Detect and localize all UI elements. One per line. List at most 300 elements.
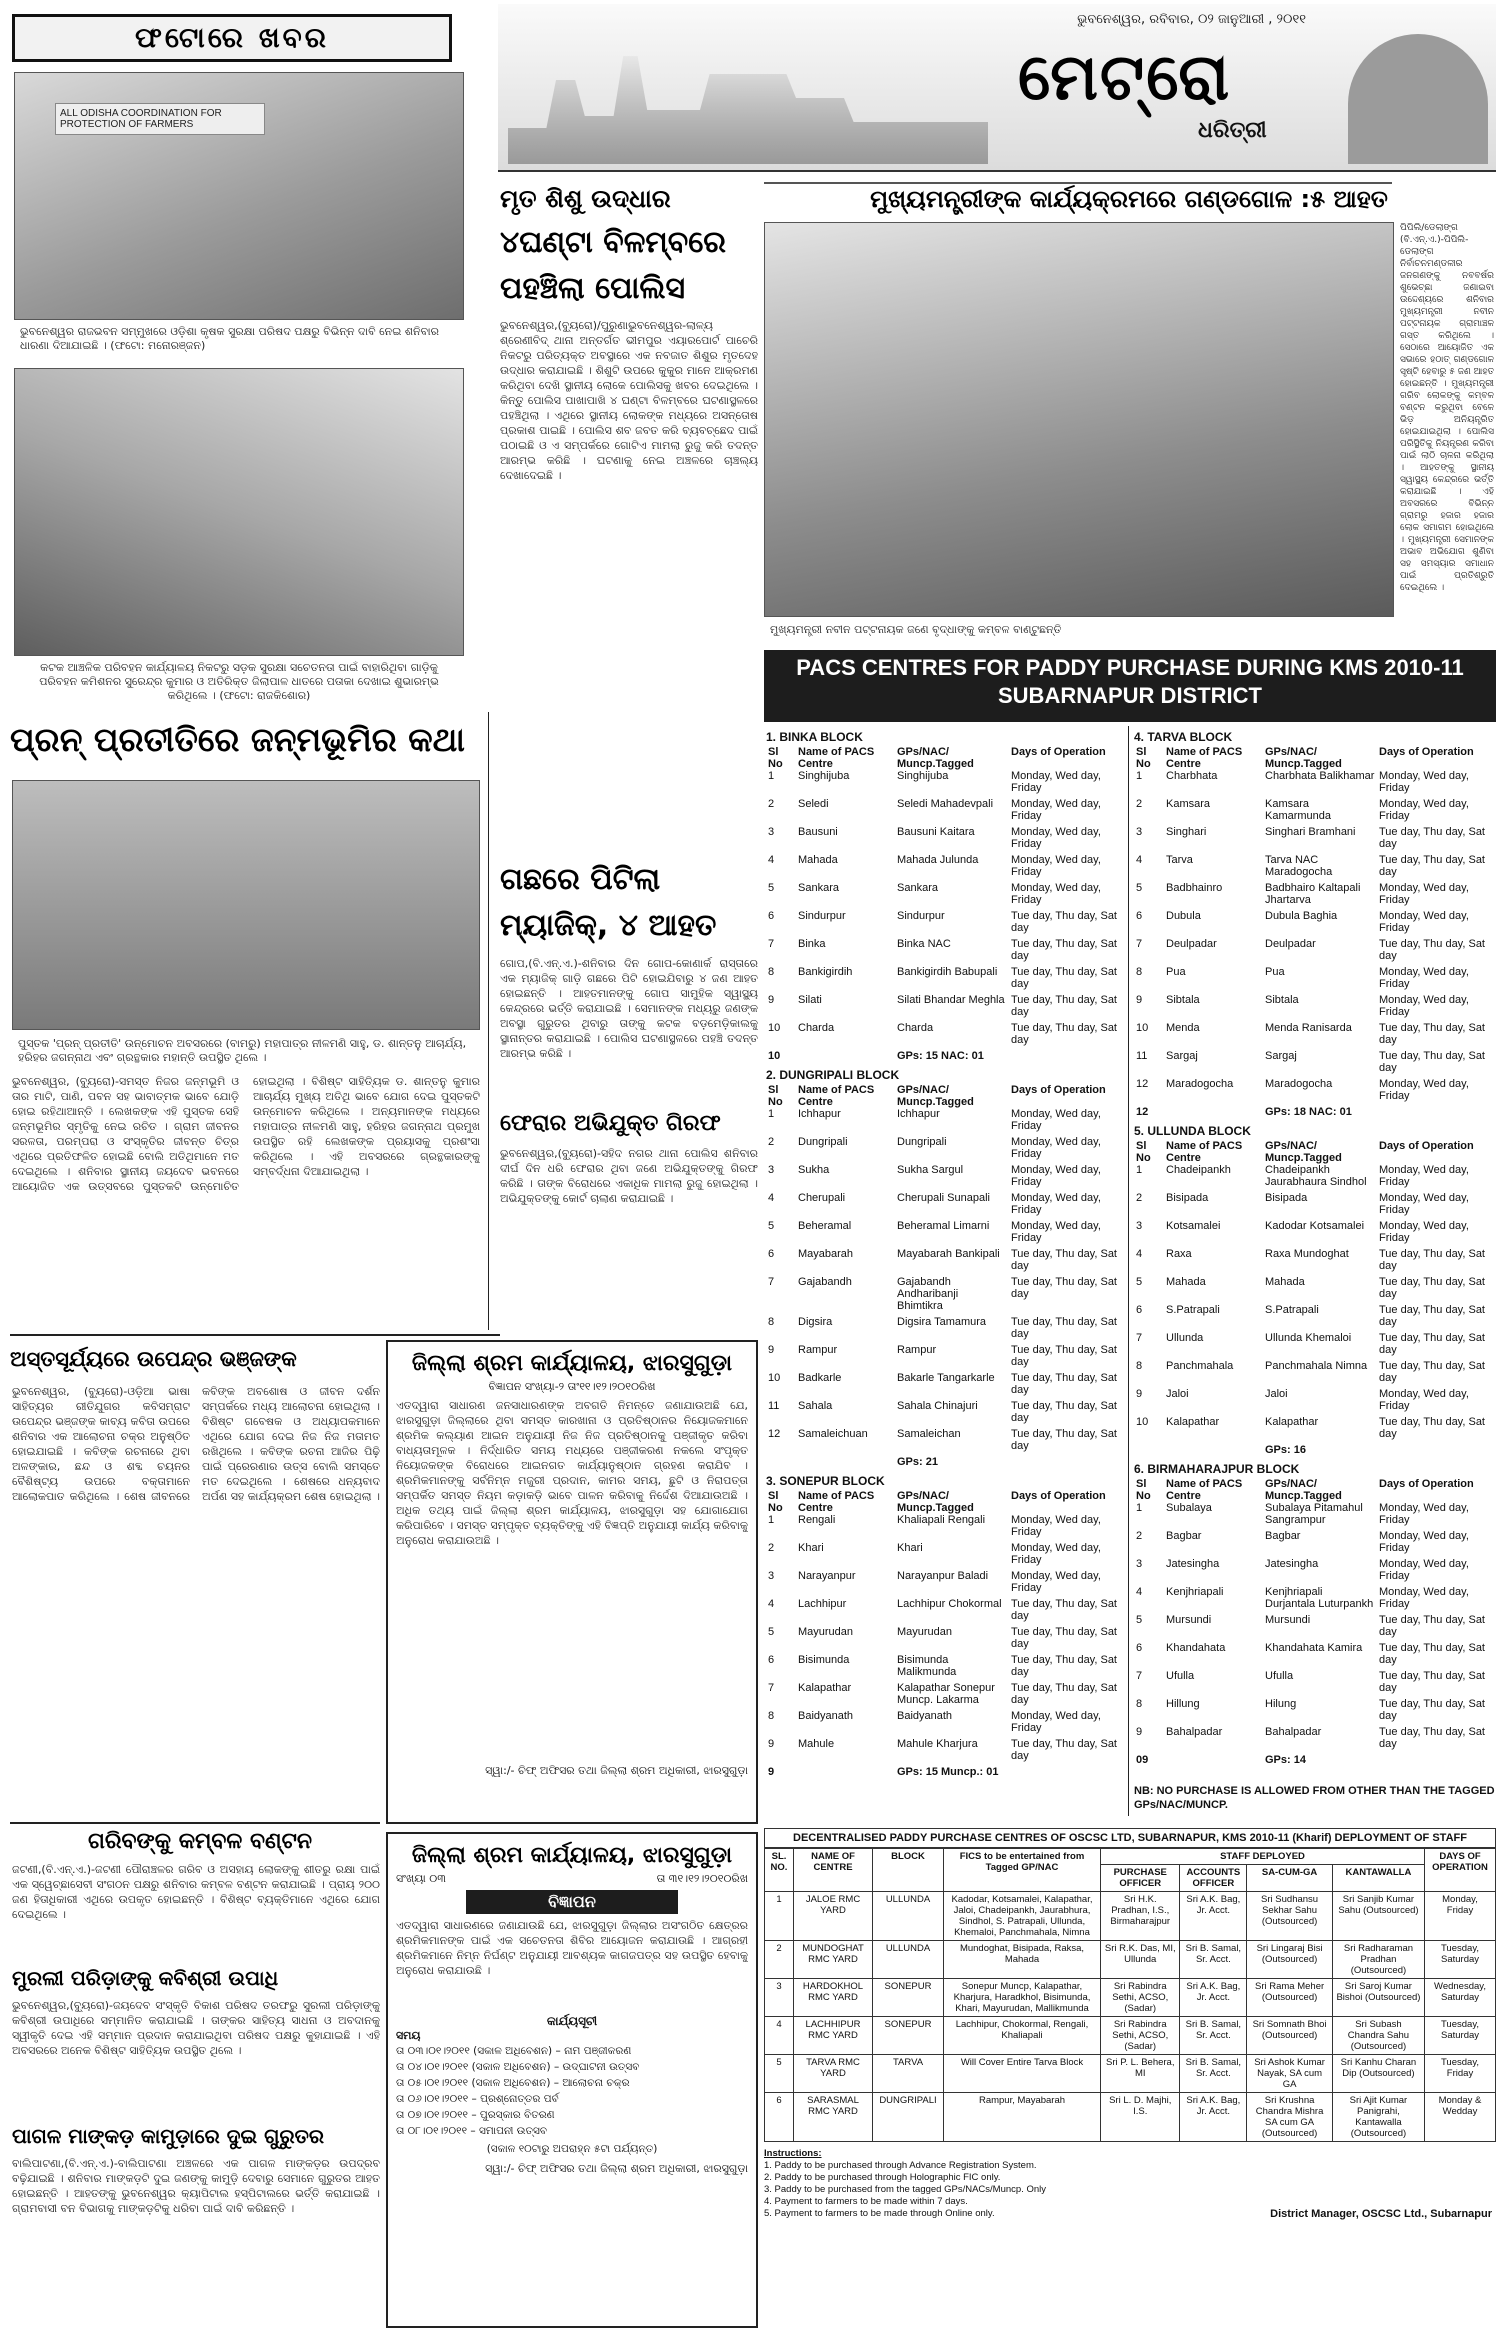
- pacs-cell: 8: [768, 966, 775, 978]
- pacs-cell: Seledi: [798, 798, 829, 810]
- pacs-cell: Kenjhriapali: [1166, 1586, 1224, 1598]
- pacs-row: [1134, 938, 1496, 966]
- story8-body: ବାଲିପାଟଣା,(ବି.ଏନ୍.ଏ.)-ବାଲିପାଟଣା ଅଞ୍ଚଳରେ ଏକ ପାଗଳ ମାଙ୍କଡ଼ର ଉପଦ୍ରବ ବଢ଼ିଯାଇଛି । ଶନିବାର ମାଙ୍କଡ଼ଟି ଦୁଇ ଜଣଙ୍କୁ କାମୁଡ଼ି ଦେବାରୁ ସେମାନେ ଗୁରୁତର ଆହତ ହୋଇଛନ୍ତି । ଆହତଙ୍କୁ ଭୁବନେଶ୍ୱର କ୍ୟାପିଟାଲ ହସ୍ପିଟାଲରେ ଭର୍ତ୍ତି କରାଯାଇଛି । ଗ୍ରାମବାସୀ ବନ ବିଭାଗକୁ ମାଙ୍କଡ଼ଟିକୁ ଧରିବା ପାଇଁ ଦାବି କରିଛନ୍ତି ।: [12, 2157, 380, 2215]
- pacs-left-block-0: [766, 730, 1122, 1066]
- banner-text: ALL ODISHA COORDINATION FOR PROTECTION OF FARMERS: [55, 103, 265, 135]
- pacs-cell: Jatesingha: [1265, 1558, 1319, 1570]
- notice2-schedule-item: ତା ୦୩।୦୧।୨୦୧୧ (ସକାଳ ଅଧିବେଶନ) – ନାମ ପଞ୍ଜୀକରଣ: [396, 2045, 632, 2057]
- col-divider-1: [488, 712, 489, 1330]
- pacs-cell: Beheramal Limarni: [897, 1220, 990, 1232]
- staff-cell: Sri Rabindra Sethi, ACSO, (Sadar): [1101, 1979, 1180, 2017]
- pacs-cell: Kamsara: [1166, 798, 1211, 810]
- pacs-cell: Badbhainro: [1166, 882, 1223, 894]
- pacs-total-count: [1134, 1444, 1164, 1460]
- pacs-cell: 1: [768, 1514, 775, 1526]
- pacs-row: [1134, 854, 1496, 882]
- pacs-block-name: 3. SONEPUR BLOCK: [766, 1474, 885, 1488]
- pacs-cell: Ufulla: [1265, 1670, 1294, 1682]
- cm-photo-main: [764, 222, 1394, 617]
- pacs-cell: Panchmahala Nimna: [1265, 1360, 1368, 1372]
- pacs-row: [766, 1276, 1122, 1316]
- pacs-block-table: [766, 1490, 1122, 1782]
- pacs-cell: Digsira Tamamura: [897, 1316, 987, 1328]
- pacs-cell: 6: [768, 1654, 775, 1666]
- pacs-right-column: [1134, 728, 1496, 1782]
- staff-cell: Sri R.K. Das, MI, Ullunda: [1101, 1941, 1180, 1979]
- pacs-cell: Mayurudan: [798, 1626, 854, 1638]
- pacs-cell: 7: [768, 1682, 775, 1694]
- staff-table: [764, 1848, 1496, 2142]
- pacs-row: [1134, 1614, 1496, 1642]
- pacs-row: [1134, 1360, 1496, 1388]
- pacs-cell: Ichhapur: [897, 1108, 940, 1120]
- pacs-block-name: 2. DUNGRIPALI BLOCK: [766, 1068, 900, 1082]
- staff-cell: Tuesday, Saturday: [1425, 2017, 1496, 2055]
- staff-cell: 5: [765, 2055, 794, 2093]
- pacs-cell: Tue day, Thu day, Sat day: [1011, 1344, 1117, 1368]
- pacs-cell: Sahala Chinajuri: [897, 1400, 978, 1412]
- pacs-col-header: Name of PACS Centre: [798, 746, 875, 770]
- pacs-cell: 2: [1136, 798, 1143, 810]
- staff-cell: Sri Krushna Chandra Mishra SA cum GA (Outsourced): [1247, 2093, 1333, 2142]
- story6-headline: ଗରିବଙ୍କୁ କମ୍ବଳ ବଣ୍ଟନ: [87, 1829, 312, 1854]
- pacs-cell: Tue day, Thu day, Sat day: [1011, 994, 1117, 1018]
- pacs-cell: 9: [1136, 1726, 1143, 1738]
- staff-cell: ULLUNDA: [873, 1892, 944, 1941]
- pacs-total: GPs: 15 NAC: 01: [897, 1050, 984, 1062]
- pacs-cell: Charbhata: [1166, 770, 1218, 782]
- notice2-schedule-item: ତା ୦୪।୦୧।୨୦୧୧ (ସକାଳ ଅଧିବେଶନ) – ଉଦ୍‌ଘାଟନୀ ଉତ୍ସବ: [396, 2061, 640, 2073]
- pacs-cell: 6: [768, 1248, 775, 1260]
- pacs-cell: 10: [1136, 1416, 1149, 1428]
- notice2-time-label: ସମୟ: [396, 2029, 421, 2042]
- pacs-row: [1134, 1388, 1496, 1416]
- story8-headline: ପାଗଳ ମାଙ୍କଡ଼ କାମୁଡ଼ାରେ ଦୁଇ ଗୁରୁତର: [12, 2124, 325, 2148]
- notice2-schedule-item: ତା ୦୮।୦୧।୨୦୧୧ – ସମାପନୀ ଉତ୍ସବ: [396, 2125, 548, 2137]
- staff-instruction: 3. Paddy to be purchased from the tagged GPs/NACs/Muncp. Only: [764, 2184, 1046, 2195]
- pacs-left-block-1: [766, 1068, 1122, 1472]
- staff-row: [765, 2055, 1496, 2093]
- pacs-cell: Bahalpadar: [1265, 1726, 1322, 1738]
- notice1-body: ଏତଦ୍ୱାରା ସାଧାରଣ ଜନସାଧାରଣଙ୍କ ଅବଗତି ନିମନ୍ତେ ଜଣାଯାଉଅଛି ଯେ, ଝାରସୁଗୁଡ଼ା ଜିଲ୍ଲାରେ ଥିବା ସମସ୍ତ କାରଖାନା ଓ ପ୍ରତିଷ୍ଠାନର ନିୟୋଜକମାନେ ଶ୍ରମିକ କଲ୍ୟାଣ ଆଇନ ଅନୁଯାୟୀ ନିଜ ନିଜ ପ୍ରତିଷ୍ଠାନକୁ ପଞ୍ଜୀକୃତ କରିବା ବାଧ୍ୟତାମୂଳକ । ନିର୍ଦ୍ଧାରିତ ସମୟ ମଧ୍ୟରେ ପଞ୍ଜୀକରଣ ନକଲେ ସଂପୃକ୍ତ ନିୟୋଜକଙ୍କ ବିରୋଧରେ ଆଇନଗତ କାର୍ଯ୍ୟାନୁଷ୍ଠାନ ଗ୍ରହଣ କରାଯିବ । ଶ୍ରମିକମାନଙ୍କୁ ସର୍ବନିମ୍ନ ମଜୁରୀ ପ୍ରଦାନ, କାମର ସମୟ, ଛୁଟି ଓ ନିରାପତ୍ତା ସମ୍ପର୍କିତ ସମସ୍ତ ନିୟମ କଡ଼ାକଡ଼ି ଭାବେ ପାଳନ କରିବାକୁ ନିର୍ଦ୍ଦେଶ ଦିଆଯାଉଅଛି । ଅଧିକ ତଥ୍ୟ ପାଇଁ ଜିଲ୍ଲା ଶ୍ରମ କାର୍ଯ୍ୟାଳୟ, ଝାରସୁଗୁଡ଼ା ସହ ଯୋଗାଯୋଗ କରିପାରିବେ । ସମସ୍ତ ସମ୍ପୃକ୍ତ ବ୍ୟକ୍ତିଙ୍କୁ ଏହି ବିଜ୍ଞପ୍ତି ଅନୁଯାୟୀ କାର୍ଯ୍ୟ କରିବାକୁ ଅନୁରୋଧ କରାଯାଉଅଛି ।: [396, 1399, 748, 1547]
- pacs-cell: Kalapathar: [1265, 1416, 1319, 1428]
- pacs-cell: Tue day, Thu day, Sat day: [1011, 910, 1117, 934]
- pacs-cell: Deulpadar: [1166, 938, 1217, 950]
- pacs-row: [1134, 826, 1496, 854]
- staff-cell: Monday, Friday: [1425, 1892, 1496, 1941]
- notice2-schedule-item: ତା ୦୭।୦୧।୨୦୧୧ – ପୁରସ୍କାର ବିତରଣ: [396, 2109, 555, 2121]
- cm-story-text: ପିପିଲି/ଡେଲାଙ୍ଗ (ବି.ଏନ୍.ଏ.)-ପିପିଲି-ଡେଲାଙ୍ଗ ନିର୍ବାଚନମଣ୍ଡଳୀର ଜନଗଣଙ୍କୁ ନବବର୍ଷର ଶୁଭେଚ୍ଛା ଜଣାଇବା ଉଦ୍ଦେଶ୍ୟରେ ଶନିବାର ମୁଖ୍ୟମନ୍ତ୍ରୀ ନବୀନ ପଟ୍ଟନାୟକ ଗ୍ରାମାଞ୍ଚଳ ଗସ୍ତ କରିଥିଲେ । ସେଠାରେ ଆୟୋଜିତ ଏକ ସଭାରେ ହଠାତ୍ ଗଣ୍ଡଗୋଳ ସୃଷ୍ଟି ହେବାରୁ ୫ ଜଣ ଆହତ ହୋଇଛନ୍ତି । ମୁଖ୍ୟମନ୍ତ୍ରୀ ଗରିବ ଲୋକଙ୍କୁ କମ୍ବଳ ବଣ୍ଟନ କରୁଥିବା ବେଳେ ଭିଡ଼ ଅନିୟନ୍ତ୍ରିତ ହୋଇଯାଇଥିଲା । ପୋଲିସ ପରିସ୍ଥିତିକୁ ନିୟନ୍ତ୍ରଣ କରିବା ପାଇଁ ଲାଠି ଚାଳନା କରିଥିଲା । ଆହତଙ୍କୁ ସ୍ଥାନୀୟ ସ୍ୱାସ୍ଥ୍ୟ କେନ୍ଦ୍ରରେ ଭର୍ତ୍ତି କରାଯାଇଛି । ଏହି ଅବସରରେ ବିଭିନ୍ନ ଗ୍ରାମରୁ ହଜାର ହଜାର ଲୋକ ସମାଗମ ହୋଇଥିଲେ । ମୁଖ୍ୟମନ୍ତ୍ରୀ ସେମାନଙ୍କ ଅଭାବ ଅଭିଯୋଗ ଶୁଣିବା ସହ ସମସ୍ୟାର ସମାଧାନ ପାଇଁ ପ୍ରତିଶ୍ରୁତି ଦେଇଥିଲେ ।: [1400, 223, 1494, 593]
- pacs-cell: Silati: [798, 994, 822, 1006]
- pacs-cell: Monday, Wed day, Friday: [1379, 1586, 1469, 1610]
- pacs-cell: Mahule Kharjura: [897, 1738, 978, 1750]
- pacs-cell: Monday, Wed day, Friday: [1379, 966, 1469, 990]
- staff-cell: LACHHIPUR RMC YARD: [794, 2017, 873, 2055]
- pacs-cell: Rengali: [798, 1514, 836, 1526]
- pacs-cell: 9: [1136, 994, 1143, 1006]
- staff-h-sl: SL. NO.: [765, 1849, 794, 1892]
- pacs-cell: Monday, Wed day, Friday: [1379, 798, 1469, 822]
- pacs-total-row: [1134, 1444, 1496, 1460]
- staff-cell: Sonepur Muncp, Kalapathar, Kharjura, Haradkhol, Bisimunda, Khari, Mayurudan, Mallikmunda: [944, 1979, 1101, 2017]
- staff-row: [765, 1941, 1496, 1979]
- pacs-cell: Tarva: [1166, 854, 1193, 866]
- pacs-header-row: [1134, 746, 1496, 770]
- pacs-col-header: Sl No: [768, 746, 783, 770]
- pacs-cell: Samaleichuan: [798, 1428, 868, 1440]
- staff-instruction: 4. Payment to farmers to be made within 7 days.: [764, 2196, 968, 2207]
- pacs-cell: Badbhairo Kaltapali Jhartarva: [1265, 882, 1361, 906]
- pacs-cell: 5: [1136, 1614, 1143, 1626]
- staff-h-block: BLOCK: [873, 1849, 944, 1892]
- pacs-row: [766, 994, 1122, 1022]
- pacs-block-table: [1134, 1478, 1496, 1770]
- staff-cell: 6: [765, 2093, 794, 2142]
- pacs-cell: Khaliapali Rengali: [897, 1514, 986, 1526]
- staff-cell: Wednesday, Saturday: [1425, 1979, 1496, 2017]
- staff-h-kantawalla: KANTAWALLA: [1332, 1865, 1424, 1892]
- staff-signature: District Manager, OSCSC Ltd., Subarnapur: [1270, 2208, 1492, 2220]
- pacs-cell: 7: [1136, 1670, 1143, 1682]
- pacs-cell: Mursundi: [1166, 1614, 1212, 1626]
- pacs-row: [766, 1738, 1122, 1766]
- pacs-col-header: Name of PACS Centre: [798, 1490, 875, 1514]
- pacs-total-row: [1134, 1754, 1496, 1770]
- pacs-row: [1134, 1078, 1496, 1106]
- pacs-row: [766, 1570, 1122, 1598]
- pacs-cell: Mayurudan: [897, 1626, 953, 1638]
- pacs-row: [766, 1372, 1122, 1400]
- staff-cell: Will Cover Entire Tarva Block: [944, 2055, 1101, 2093]
- pacs-cell: Binka: [798, 938, 826, 950]
- pacs-cell: Tue day, Thu day, Sat day: [1379, 1416, 1485, 1440]
- pacs-cell: Lachhipur: [798, 1598, 847, 1610]
- staff-cell: SONEPUR: [873, 2017, 944, 2055]
- pacs-col-header: GPs/NAC/ Muncp.Tagged: [897, 1084, 974, 1108]
- pacs-row: [1134, 1276, 1496, 1304]
- pacs-row: [1134, 1586, 1496, 1614]
- pacs-cell: Monday, Wed day, Friday: [1379, 994, 1469, 1018]
- pacs-cell: Ullunda: [1166, 1332, 1204, 1344]
- pacs-block-table: [766, 746, 1122, 1066]
- staff-h-centre: NAME OF CENTRE: [794, 1849, 873, 1892]
- pacs-cell: 6: [768, 910, 775, 922]
- staff-cell: Sri Lingaraj Bisi (Outsourced): [1247, 1941, 1333, 1979]
- pacs-cell: Tue day, Thu day, Sat day: [1379, 1022, 1485, 1046]
- pacs-cell: 3: [1136, 1558, 1143, 1570]
- pacs-cell: S.Patrapali: [1166, 1304, 1220, 1316]
- pacs-cell: Sukha: [798, 1164, 830, 1176]
- photo-caption-1: ଭୁବନେଶ୍ୱର ରାଜଭବନ ସମ୍ମୁଖରେ ଓଡ଼ିଶା କୃଷକ ସୁରକ୍ଷା ପରିଷଦ ପକ୍ଷରୁ ବିଭିନ୍ନ ଦାବି ନେଇ ଶନିବାର ଧାରଣା ଦିଆଯାଇଛି । (ଫଟୋ: ମନୋରଞ୍ଜନ): [20, 325, 439, 352]
- story1-headline-1: ୪ଘଣ୍ଟା ବିଳମ୍ବରେ: [500, 225, 727, 260]
- pacs-cell: 4: [1136, 1248, 1143, 1260]
- pacs-cell: Pua: [1166, 966, 1186, 978]
- pacs-row: [1134, 798, 1496, 826]
- pacs-cell: Subalaya Pitamahul Sangrampur: [1265, 1502, 1363, 1526]
- pacs-total-count: [766, 1456, 796, 1472]
- pacs-row: [1134, 910, 1496, 938]
- pacs-cell: Menda Ranisarda: [1265, 1022, 1352, 1034]
- pacs-cell: 6: [1136, 1304, 1143, 1316]
- pacs-row: [766, 1710, 1122, 1738]
- pacs-cell: Singhijuba: [798, 770, 850, 782]
- book-release-photo: [12, 780, 480, 1030]
- staff-cell: Sri Somnath Bhoi (Outsourced): [1247, 2017, 1333, 2055]
- pacs-col-header: Name of PACS Centre: [1166, 1478, 1243, 1502]
- pacs-left-column: [766, 728, 1122, 1820]
- notice2-footer: (ସକାଳ ୧୦ଟାରୁ ଅପରାହ୍ନ ୫ଟା ପର୍ଯ୍ୟନ୍ତ): [486, 2143, 658, 2155]
- story2-headline-1: ଗଛରେ ପିଟିଲା: [500, 862, 661, 897]
- pacs-cell: Monday, Wed day, Friday: [1379, 770, 1469, 794]
- pacs-cell: Sibtala: [1265, 994, 1299, 1006]
- staff-cell: Sri B. Samal, Sr. Acct.: [1180, 1941, 1247, 1979]
- pacs-col-header: Name of PACS Centre: [798, 1084, 875, 1108]
- pacs-cell: 2: [1136, 1192, 1143, 1204]
- pacs-cell: Sankara: [798, 882, 839, 894]
- pacs-cell: 2: [768, 1136, 775, 1148]
- pacs-cell: Mahule: [798, 1738, 835, 1750]
- staff-instructions-title: Instructions:: [764, 2148, 822, 2159]
- pacs-cell: Badkarle: [798, 1372, 842, 1384]
- pacs-cell: Bakarle Tangarkarle: [897, 1372, 995, 1384]
- pacs-header-row: [1134, 1478, 1496, 1502]
- pacs-total-row: [766, 1456, 1122, 1472]
- pacs-cell: Mursundi: [1265, 1614, 1311, 1626]
- pacs-cell: Tue day, Thu day, Sat day: [1379, 854, 1485, 878]
- staff-h-accounts: ACCOUNTS OFFICER: [1180, 1865, 1247, 1892]
- staff-h-sacumga: SA-CUM-GA: [1247, 1865, 1333, 1892]
- staff-cell: Sri Sudhansu Sekhar Sahu (Outsourced): [1247, 1892, 1333, 1941]
- pacs-cell: Mahada: [1265, 1276, 1305, 1288]
- pacs-cell: Bisipada: [1265, 1192, 1308, 1204]
- staff-cell: 1: [765, 1892, 794, 1941]
- pacs-row: [766, 1136, 1122, 1164]
- pacs-cell: 12: [1136, 1078, 1149, 1090]
- staff-cell: DUNGRIPALI: [873, 2093, 944, 2142]
- pacs-cell: Raxa: [1166, 1248, 1192, 1260]
- pacs-cell: S.Patrapali: [1265, 1304, 1319, 1316]
- pacs-cell: Chadeipankh: [1166, 1164, 1231, 1176]
- pacs-cell: Monday, Wed day, Friday: [1379, 1192, 1469, 1216]
- story1-headline-2: ପହଞ୍ଚିଲା ପୋଲିସ: [500, 271, 686, 306]
- pacs-cell: Monday, Wed day, Friday: [1379, 1558, 1469, 1582]
- pacs-row: [766, 854, 1122, 882]
- pacs-cell: Monday, Wed day, Friday: [1011, 1542, 1101, 1566]
- pacs-cell: Bisipada: [1166, 1192, 1209, 1204]
- pacs-cell: Tue day, Thu day, Sat day: [1379, 1642, 1485, 1666]
- pacs-row: [766, 826, 1122, 854]
- pacs-cell: Monday, Wed day, Friday: [1011, 1710, 1101, 1734]
- pacs-cell: Narayanpur: [798, 1570, 856, 1582]
- staff-h-staff: STAFF DEPLOYED: [1101, 1849, 1425, 1865]
- pacs-cell: Charda: [897, 1022, 934, 1034]
- pacs-cell: Rampur: [897, 1344, 937, 1356]
- pacs-cell: Bagbar: [1166, 1530, 1202, 1542]
- pacs-row: [1134, 770, 1496, 798]
- pacs-total-count: 09: [1136, 1754, 1149, 1766]
- pacs-left-block-2: [766, 1474, 1122, 1782]
- pacs-cell: Bausuni Kaitara: [897, 826, 975, 838]
- pacs-row: [766, 1192, 1122, 1220]
- pacs-cell: Monday, Wed day, Friday: [1379, 1388, 1469, 1412]
- pacs-cell: Monday, Wed day, Friday: [1011, 826, 1101, 850]
- staff-cell: Tuesday, Friday: [1425, 2055, 1496, 2093]
- pacs-cell: Sankara: [897, 882, 938, 894]
- pacs-cell: 9: [768, 1738, 775, 1750]
- pacs-cell: 3: [768, 1570, 775, 1582]
- pacs-cell: Dungripali: [798, 1136, 848, 1148]
- pacs-cell: Khandahata Kamira: [1265, 1642, 1363, 1654]
- pacs-cell: Cherupali: [798, 1192, 846, 1204]
- notice2-number-right: ତା ୩୧।୧୨।୨୦୧୦ରିଖ: [656, 1872, 748, 1885]
- pacs-cell: Ullunda Khemaloi: [1265, 1332, 1352, 1344]
- pacs-row: [1134, 1670, 1496, 1698]
- pacs-row: [766, 910, 1122, 938]
- notice2-title: ଜିଲ୍ଲା ଶ୍ରମ କାର୍ଯ୍ୟାଳୟ, ଝାରସୁଗୁଡ଼ା: [411, 1843, 733, 1868]
- pacs-cell: Mayabarah Bankipali: [897, 1248, 1000, 1260]
- pacs-right-block-1: [1134, 1124, 1496, 1460]
- pacs-col-header: GPs/NAC/ Muncp.Tagged: [1265, 1140, 1342, 1164]
- pacs-cell: Sukha Sargul: [897, 1164, 964, 1176]
- staff-cell: Monday & Wedday: [1425, 2093, 1496, 2142]
- pacs-cell: Charda: [798, 1022, 835, 1034]
- staff-cell: Kadodar, Kotsamalei, Kalapathar, Jaloi, Chadeipankh, Jaurabhura, Sindhol, S. Patrapali, Ullunda, Khemaloi, Panchmahala, Nimna: [944, 1892, 1101, 1941]
- pacs-cell: Tue day, Thu day, Sat day: [1011, 1248, 1117, 1272]
- pacs-cell: Tue day, Thu day, Sat day: [1011, 966, 1117, 990]
- pacs-cell: Monday, Wed day, Friday: [1011, 798, 1101, 822]
- pacs-row: [766, 1344, 1122, 1372]
- pacs-block-name: 5. ULLUNDA BLOCK: [1134, 1124, 1251, 1138]
- pacs-cell: Jaloi: [1265, 1388, 1288, 1400]
- pacs-cell: Rampur: [798, 1344, 838, 1356]
- pacs-row: [1134, 1050, 1496, 1078]
- staff-cell: Sri P. L. Behera, MI: [1101, 2055, 1180, 2093]
- pacs-cell: Monday, Wed day, Friday: [1379, 1530, 1469, 1554]
- pacs-cell: Singhijuba: [897, 770, 949, 782]
- pacs-cell: Tue day, Thu day, Sat day: [1379, 826, 1485, 850]
- pacs-row: [1134, 1332, 1496, 1360]
- pacs-cell: Tue day, Thu day, Sat day: [1379, 1050, 1485, 1074]
- pacs-cell: Khari: [798, 1542, 824, 1554]
- pacs-col-header: Days of Operation: [1379, 746, 1474, 758]
- pacs-total: GPs: 21: [897, 1456, 938, 1468]
- pacs-cell: Monday, Wed day, Friday: [1379, 910, 1469, 934]
- pacs-cell: Tue day, Thu day, Sat day: [1011, 1598, 1117, 1622]
- pacs-cell: 1: [768, 1108, 775, 1120]
- pacs-cell: 6: [1136, 910, 1143, 922]
- pacs-cell: Kalapathar Sonepur Muncp. Lakarma: [897, 1682, 995, 1706]
- pacs-cell: 2: [768, 1542, 775, 1554]
- pacs-row: [1134, 1698, 1496, 1726]
- pacs-cell: Tue day, Thu day, Sat day: [1011, 1654, 1117, 1678]
- story7-headline: ମୁରଲୀ ପରିଡ଼ାଙ୍କୁ କବିଶ୍ରୀ ଉପାଧି: [12, 1966, 279, 1990]
- story5-body: ଭୁବନେଶ୍ୱର, (ବ୍ୟୁରୋ)-ଓଡ଼ିଆ ଭାଷା ସାହିତ୍ୟର ରୀତିଯୁଗର କବିସମ୍ରାଟ ଉପେନ୍ଦ୍ର ଭଞ୍ଜଙ୍କ କାବ୍ୟ କବିତା ଉପରେ ଶନିବାର ଏକ ଆଲୋଚନା ଚକ୍ର ଅନୁଷ୍ଠିତ ହୋଇଯାଇଛି । କବିଙ୍କ ରଚନାରେ ଥିବା ଅଳଙ୍କାର, ଛନ୍ଦ ଓ ଶବ୍ଦ ଚୟନର ବୈଶିଷ୍ଟ୍ୟ ଉପରେ ବକ୍ତାମାନେ ଆଲୋକପାତ କରିଥିଲେ । ଶେଷ ଜୀବନରେ କବିଙ୍କ ଅବଶୋଷ ଓ ଜୀବନ ଦର୍ଶନ ସମ୍ପର୍କରେ ମଧ୍ୟ ଆଲୋଚନା ହୋଇଥିଲା । ବିଶିଷ୍ଟ ଗବେଷକ ଓ ଅଧ୍ୟାପକମାନେ ଏଥିରେ ଯୋଗ ଦେଇ ନିଜ ନିଜ ମତାମତ ରଖିଥିଲେ । କବିଙ୍କ ରଚନା ଆଜିର ପିଢ଼ି ପାଇଁ ପ୍ରେରଣାର ଉତ୍ସ ବୋଲି ସମସ୍ତେ ମତ ଦେଇଥିଲେ । ଶେଷରେ ଧନ୍ୟବାଦ ଅର୍ପଣ ସହ କାର୍ଯ୍ୟକ୍ରମ ଶେଷ ହୋଇଥିଲା ।: [12, 1385, 380, 1503]
- pacs-cell: 8: [1136, 1698, 1143, 1710]
- pacs-total-spacer: [796, 1050, 895, 1066]
- pacs-cell: 8: [1136, 1360, 1143, 1372]
- pacs-cell: Tue day, Thu day, Sat day: [1379, 1670, 1485, 1694]
- pacs-cell: Panchmahala: [1166, 1360, 1234, 1372]
- pacs-col-header: Sl No: [768, 1084, 783, 1108]
- pacs-row: [766, 1108, 1122, 1136]
- pacs-cell: Monday, Wed day, Friday: [1011, 882, 1101, 906]
- pacs-cell: 2: [768, 798, 775, 810]
- pacs-cell: Bisimunda: [798, 1654, 850, 1666]
- staff-h-fics: FICS to be entertained from Tagged GP/NAC: [944, 1849, 1101, 1892]
- pacs-row: [766, 1514, 1122, 1542]
- pacs-cell: Baidyanath: [897, 1710, 953, 1722]
- pacs-cell: Tue day, Thu day, Sat day: [1011, 1738, 1117, 1762]
- pacs-row: [1134, 1558, 1496, 1586]
- pacs-title-line2: SUBARNAPUR DISTRICT: [998, 683, 1262, 708]
- pacs-row: [766, 938, 1122, 966]
- pacs-cell: Binka NAC: [897, 938, 951, 950]
- pacs-cell: Monday, Wed day, Friday: [1011, 1192, 1101, 1216]
- story1-body: ଭୁବନେଶ୍ୱର,(ବ୍ୟୁରୋ)/ପୁରୁଣାଭୁବନେଶ୍ୱର-ଲାଳ୍ୟ ଶ୍ରେଣୀବିଦ୍ ଥାନା ଅନ୍ତର୍ଗତ ଭୀମପୁର ଏୟାରପୋର୍ଟ ପାଚେରି ନିକଟରୁ ପରିତ୍ୟକ୍ତ ଅବସ୍ଥାରେ ଏକ ନବଜାତ ଶିଶୁର ମୃତଦେହ ଉଦ୍ଧାର କରାଯାଇଛି । ଶିଶୁଟି ଉପରେ କୁକୁର ମାନେ ଆକ୍ରମଣ କରିଥିବା ଦେଖି ସ୍ଥାନୀୟ ଲୋକେ ପୋଲିସକୁ ଖବର ଦେଇଥିଲେ । କିନ୍ତୁ ପୋଲିସ ପାଖାପାଖି ୪ ଘଣ୍ଟା ବିଳମ୍ବରେ ଘଟଣାସ୍ଥଳରେ ପହଞ୍ଚିଥିଲା । ଏଥିରେ ସ୍ଥାନୀୟ ଲୋକଙ୍କ ମଧ୍ୟରେ ଅସନ୍ତୋଷ ପ୍ରକାଶ ପାଇଛି । ପୋଲିସ ଶବ ଜବତ କରି ବ୍ୟବଚ୍ଛେଦ ପାଇଁ ପଠାଇଛି ଓ ଏ ସମ୍ପର୍କରେ ଗୋଟିଏ ମାମଲା ରୁଜୁ କରି ତଦନ୍ତ ଆରମ୍ଭ କରିଛି । ଘଟଣାକୁ ନେଇ ଅଞ୍ଚଳରେ ଚାଞ୍ଚଲ୍ୟ ଦେଖାଦେଇଛି ।: [500, 319, 758, 482]
- story2-body: ଗୋପ,(ବି.ଏନ୍.ଏ.)-ଶନିବାର ଦିନ ଗୋପ-କୋଣାର୍କ ରାସ୍ତାରେ ଏକ ମ୍ୟାଜିକ୍ ଗାଡ଼ି ଗଛରେ ପିଟି ହୋଇଯିବାରୁ ୪ ଜଣ ଆହତ ହୋଇଛନ୍ତି । ଆହତମାନଙ୍କୁ ଗୋପ ସାମୁହିକ ସ୍ୱାସ୍ଥ୍ୟ କେନ୍ଦ୍ରରେ ଭର୍ତ୍ତି କରାଯାଇଛି । ସେମାନଙ୍କ ମଧ୍ୟରୁ ଜଣଙ୍କ ଅବସ୍ଥା ଗୁରୁତର ଥିବାରୁ ତାଙ୍କୁ କଟକ ବଡ଼ମେଡ଼ିକାଲକୁ ସ୍ଥାନାନ୍ତର କରାଯାଇଛି । ପୋଲିସ ଘଟଣାସ୍ଥଳରେ ପହଞ୍ଚି ତଦନ୍ତ ଆରମ୍ଭ କରିଛି ।: [500, 957, 758, 1060]
- pacs-total-count: 12: [1136, 1106, 1149, 1118]
- staff-instructions: [764, 2148, 1496, 2220]
- pacs-cell: Tue day, Thu day, Sat day: [1379, 1276, 1485, 1300]
- pacs-cell: Cherupali Sunapali: [897, 1192, 990, 1204]
- pacs-row: [1134, 1192, 1496, 1220]
- pacs-total: GPs: 16: [1265, 1444, 1306, 1456]
- pacs-cell: 7: [1136, 938, 1143, 950]
- pacs-total-row: [1134, 1106, 1496, 1122]
- cm-photo: [764, 182, 1392, 184]
- story4-headline: ପ୍ରନ୍ ପ୍ରତୀତିରେ ଜନ୍ମଭୂମିର କଥା: [10, 720, 465, 759]
- masthead-dateline: ଭୁବନେଶ୍ୱର, ରବିବାର, ୦୨ ଜାନୁଆରୀ , ୨୦୧୧: [1077, 12, 1306, 27]
- pacs-cell: 3: [768, 1164, 775, 1176]
- pacs-cell: 9: [768, 994, 775, 1006]
- pacs-total-spacer: [796, 1766, 895, 1782]
- pacs-cell: 5: [768, 882, 775, 894]
- pacs-col-header: Days of Operation: [1011, 746, 1106, 758]
- pacs-cell: 7: [768, 1276, 775, 1288]
- pacs-cell: Monday, Wed day, Friday: [1011, 1514, 1101, 1538]
- pacs-cell: Monday, Wed day, Friday: [1379, 1164, 1469, 1188]
- staff-cell: Sri Kanhu Charan Dip (Outsourced): [1332, 2055, 1424, 2093]
- pacs-col-header: GPs/NAC/ Muncp.Tagged: [897, 746, 974, 770]
- photo-news-title: ଫଟୋରେ ଖବର: [135, 21, 329, 54]
- pacs-row: [766, 1654, 1122, 1682]
- pacs-cell: 12: [768, 1428, 781, 1440]
- staff-cell: Sri Saroj Kumar Bishoi (Outsourced): [1332, 1979, 1424, 2017]
- pacs-right-block-2: [1134, 1462, 1496, 1770]
- pacs-cell: Sargaj: [1166, 1050, 1198, 1062]
- pacs-cell: Narayanpur Baladi: [897, 1570, 989, 1582]
- staff-instruction: 5. Payment to farmers to be made through Online only.: [764, 2208, 995, 2219]
- staff-cell: Sri A.K. Bag, Jr. Acct.: [1180, 1892, 1247, 1941]
- pacs-block-table: [766, 1084, 1122, 1472]
- story7-body: ଭୁବନେଶ୍ୱର,(ବ୍ୟୁରୋ)-ଜୟଦେବ ସଂସ୍କୃତି ବିକାଶ ପରିଷଦ ତରଫରୁ ସୁରଲୀ ପରିଡ଼ାଙ୍କୁ କବିଶ୍ରୀ ଉପାଧିରେ ସମ୍ମାନିତ କରାଯାଇଛି । ତାଙ୍କର ସାହିତ୍ୟ ସାଧନା ଓ ଅବଦାନକୁ ସ୍ୱୀକୃତି ଦେଇ ଏହି ସମ୍ମାନ ପ୍ରଦାନ କରାଯାଇଥିବା ପରିଷଦ ପକ୍ଷରୁ କୁହାଯାଇଛି । ଏହି ଅବସରରେ ଅନେକ ବିଶିଷ୍ଟ ସାହିତ୍ୟିକ ଉପସ୍ଥିତ ଥିଲେ ।: [12, 1999, 380, 2057]
- pacs-col-header: Days of Operation: [1379, 1478, 1474, 1490]
- pacs-cell: Tarva NAC Maradogocha: [1265, 854, 1333, 878]
- pacs-col-header: GPs/NAC/ Muncp.Tagged: [1265, 746, 1342, 770]
- pacs-cell: Mahada Julunda: [897, 854, 979, 866]
- pacs-cell: Lachhipur Chokormal: [897, 1598, 1002, 1610]
- pacs-cell: Monday, Wed day, Friday: [1379, 1220, 1469, 1244]
- pacs-col-header: Sl No: [1136, 746, 1151, 770]
- pacs-cell: Singhari Bramhani: [1265, 826, 1356, 838]
- staff-cell: Lachhipur, Chokormal, Rengali, Khaliapali: [944, 2017, 1101, 2055]
- pacs-cell: 3: [1136, 1220, 1143, 1232]
- pacs-cell: Bankigirdih Babupali: [897, 966, 998, 978]
- pacs-cell: Jatesingha: [1166, 1558, 1220, 1570]
- pacs-cell: Hillung: [1166, 1698, 1200, 1710]
- pacs-total-spacer: [1164, 1754, 1263, 1770]
- notice2-number-row: [396, 1872, 748, 1886]
